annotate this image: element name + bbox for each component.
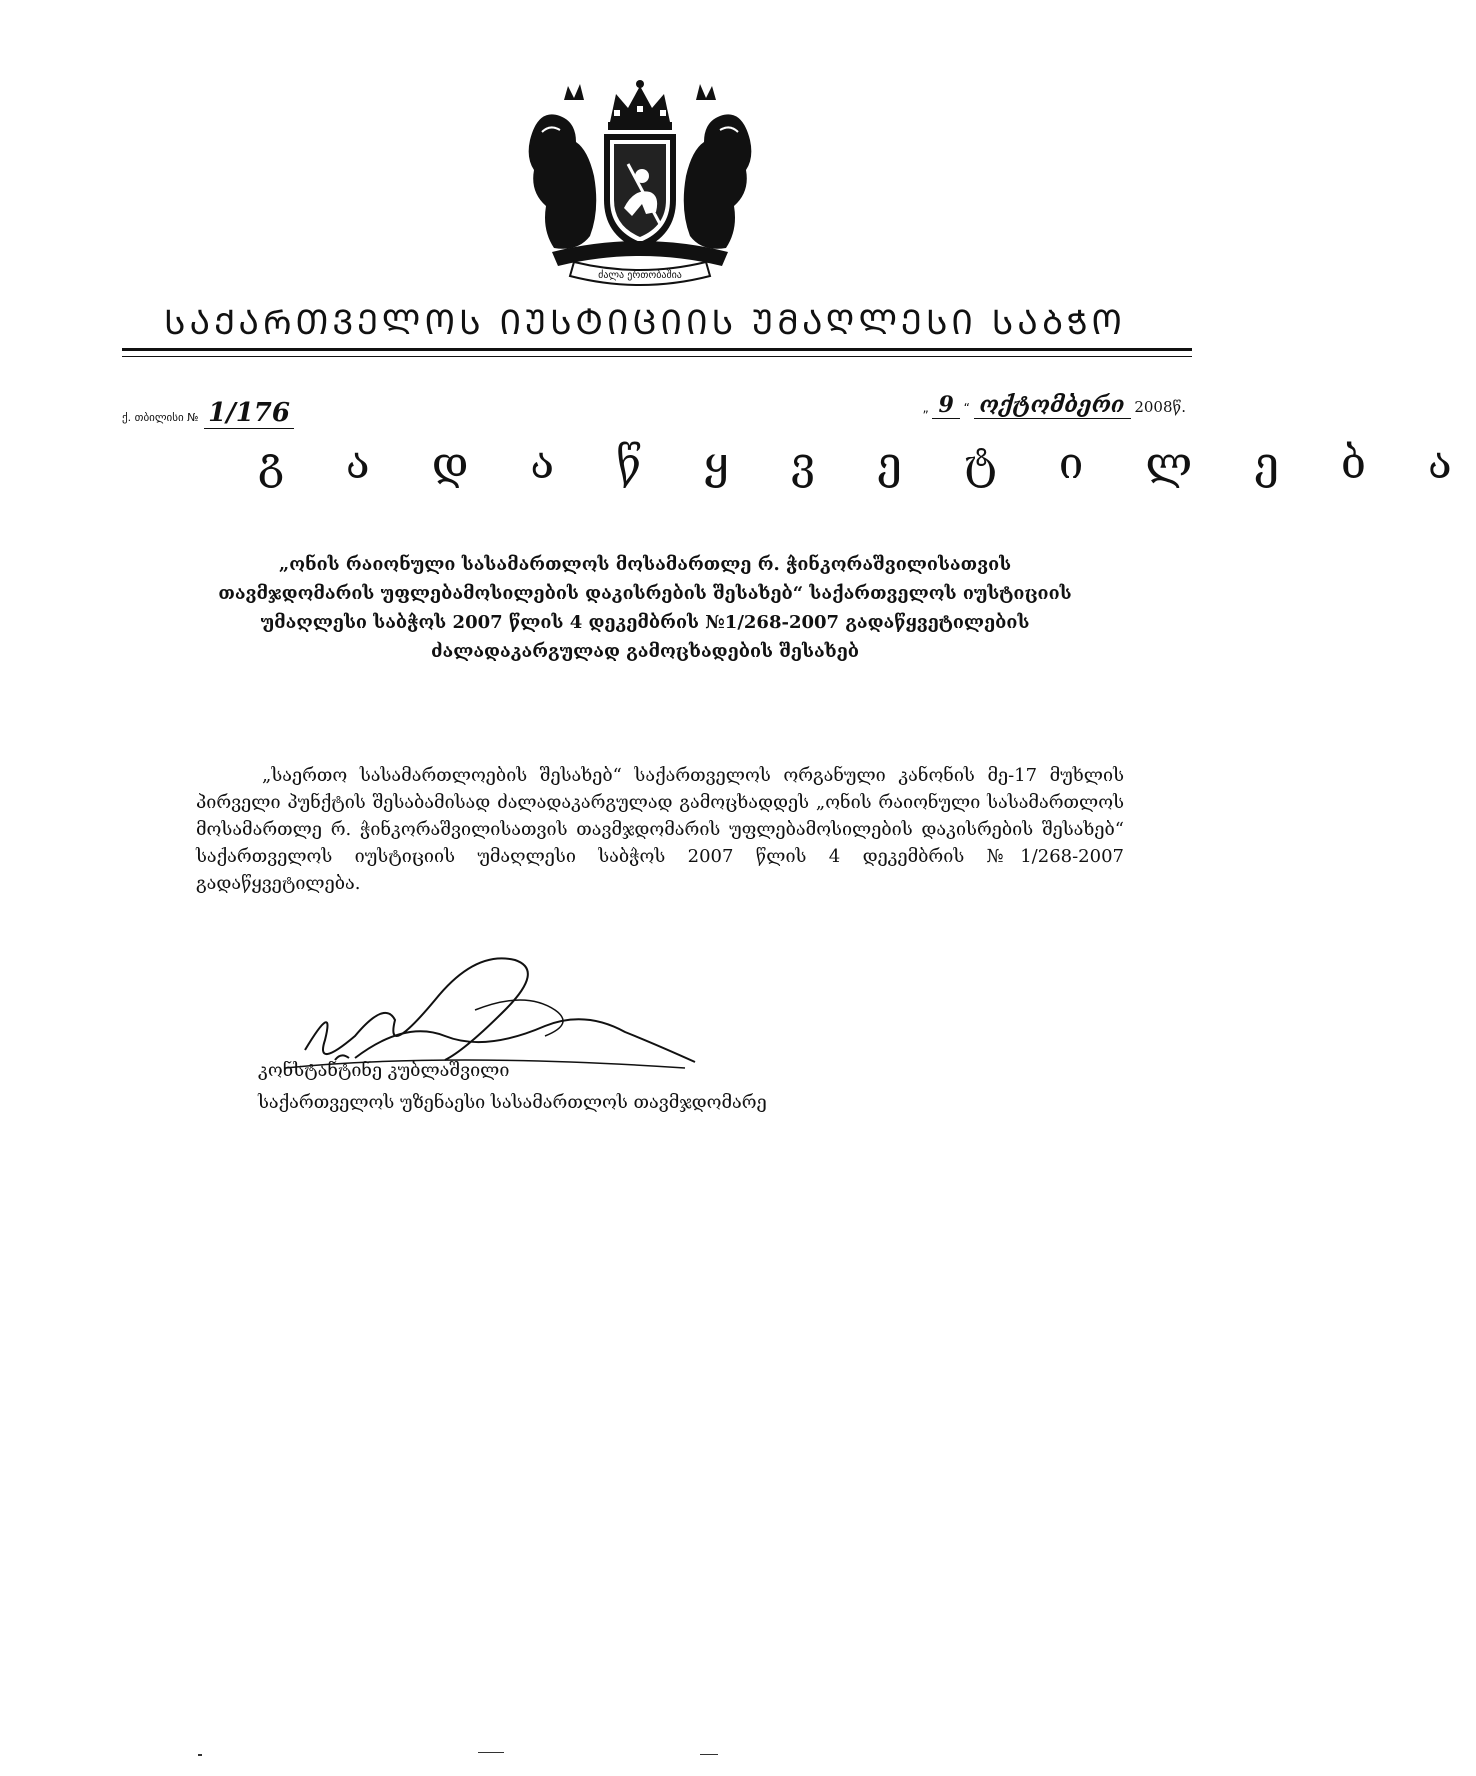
council-name: ᲡᲐᲥᲐᲠᲗᲕᲔᲚᲝᲡ ᲘᲣᲡᲢᲘᲪᲘᲘᲡ ᲣᲛᲐᲦᲚᲔᲡᲘ ᲡᲐᲑᲭᲝ — [164, 303, 1126, 343]
document-number-value: 1/176 — [204, 398, 294, 429]
emblem-motto: ძალა ერთობაშია — [598, 270, 682, 281]
date-open-quote: „ — [922, 401, 929, 415]
scan-speck — [700, 1754, 718, 1755]
document-subject: „ონის რაიონული სასამართლოს მოსამართლე რ. ჭინკორაშვილისათვის თავმჯდომარის უფლებამოსილების დაკისრების შესახებ“ საქართველოს იუსტიციის უმაღლესი საბჭოს 2007 წლის 4 დეკემბრის №1/268-2007 გადაწყვეტილების ძალადაკარგულად გამოცხადების შესახებ — [218, 554, 1072, 662]
date-month: ოქტომბერი — [974, 392, 1131, 419]
scan-speck — [478, 1752, 504, 1753]
signer-name: კონსტანტინე კუბლაშვილი — [258, 1060, 510, 1081]
document-title: გ ა დ ა წ ყ ვ ე ტ ი ლ ე ბ ა — [258, 438, 1476, 489]
date-year: 2008წ. — [1134, 398, 1186, 416]
document-body: „საერთო სასამართლოების შესახებ“ საქართველოს ორგანული კანონის მე-17 მუხლის პირველი პუნქტის შესაბამისად ძალადაკარგულად გამოცხადდეს „ონის რაიონული სასამართლოს მოსამართლე რ. ჭინკორაშვილისათვის თავმჯდომარის უფლებამოსილების დაკისრების შესახებ“ საქართველოს იუსტიციის უმაღლესი საბჭოს 2007 წლის 4 დეკემბრის №1/268-2007 გადაწყვეტილება. — [196, 765, 1124, 894]
date-day: 9 — [932, 392, 959, 419]
document-number — [122, 398, 294, 428]
coat-of-arms-emblem — [524, 80, 756, 288]
date-close-quote: “ — [963, 401, 970, 415]
header-rule-thin — [122, 356, 1192, 357]
scan-speck — [198, 1754, 202, 1756]
signer-position: საქართველოს უზენაესი სასამართლოს თავმჯდომარე — [258, 1092, 767, 1113]
document-number-label: ქ. თბილისი № — [122, 411, 199, 424]
document-date — [922, 392, 1186, 418]
header-rule — [122, 348, 1192, 351]
